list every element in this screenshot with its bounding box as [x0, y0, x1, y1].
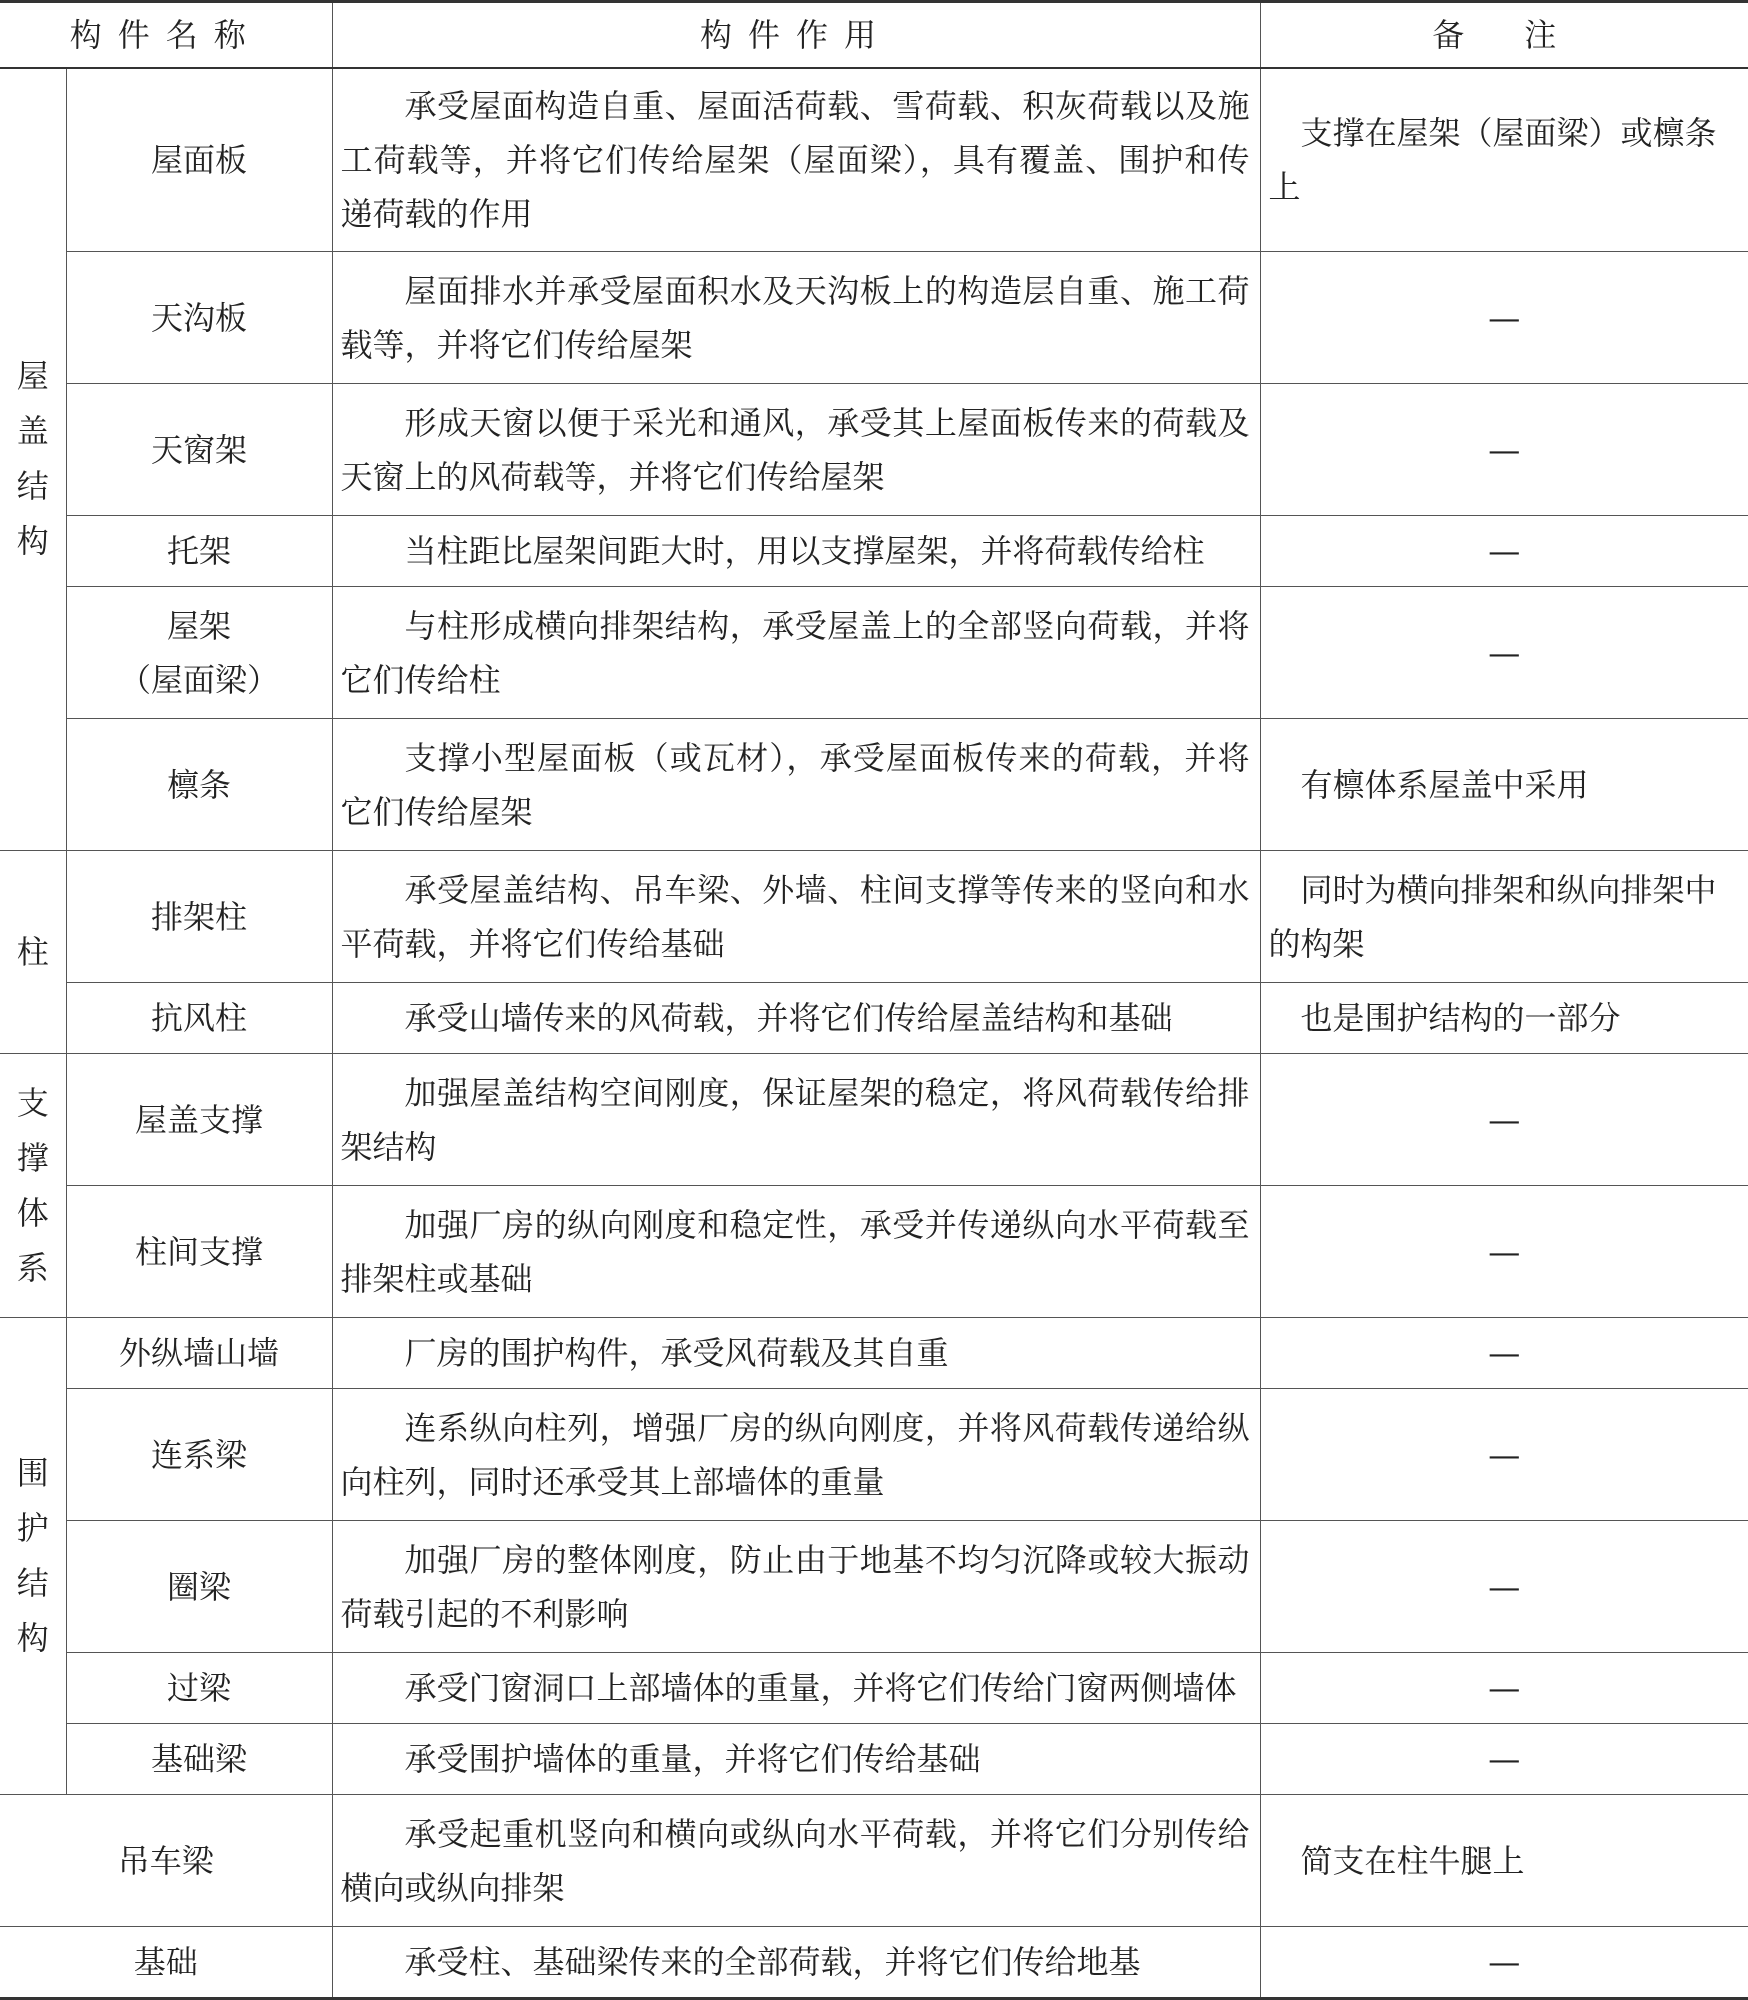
component-note: — — [1260, 1724, 1748, 1795]
component-function: 承受门窗洞口上部墙体的重量，并将它们传给门窗两侧墙体 — [332, 1653, 1260, 1724]
group-char: 构 — [16, 1619, 49, 1657]
component-function: 承受屋盖结构、吊车梁、外墙、柱间支撑等传来的竖向和水平荷载，并将它们传给基础 — [332, 851, 1260, 983]
group-char: 围 — [16, 1454, 49, 1492]
component-name: 托架 — [66, 516, 332, 587]
component-note: 简支在柱牛腿上 — [1260, 1795, 1748, 1927]
component-name: 屋面板 — [66, 68, 332, 252]
component-function: 承受柱、基础梁传来的全部荷载，并将它们传给地基 — [332, 1927, 1260, 1999]
component-function: 承受起重机竖向和横向或纵向水平荷载，并将它们分别传给横向或纵向排架 — [332, 1795, 1260, 1927]
component-function: 屋面排水并承受屋面积水及天沟板上的构造层自重、施工荷载等，并将它们传给屋架 — [332, 252, 1260, 384]
component-name: 吊车梁 — [0, 1795, 332, 1927]
component-note: 同时为横向排架和纵向排架中的构架 — [1260, 851, 1748, 983]
component-function: 承受围护墙体的重量，并将它们传给基础 — [332, 1724, 1260, 1795]
table-row — [0, 252, 1748, 384]
component-name-line: （屋面梁） — [119, 660, 280, 699]
component-note: — — [1260, 1927, 1748, 1999]
component-note: — — [1260, 1318, 1748, 1389]
component-function: 与柱形成横向排架结构，承受屋盖上的全部竖向荷载，并将它们传给柱 — [332, 587, 1260, 719]
component-function: 支撑小型屋面板（或瓦材），承受屋面板传来的荷载，并将它们传给屋架 — [332, 719, 1260, 851]
table-row — [0, 1927, 1748, 1999]
table-row — [0, 1653, 1748, 1724]
component-note: — — [1260, 587, 1748, 719]
component-name — [66, 587, 332, 719]
component-name: 抗风柱 — [66, 983, 332, 1054]
group-char: 体 — [16, 1193, 49, 1232]
group-char: 柱 — [16, 932, 49, 971]
component-note: 支撑在屋架（屋面梁）或檩条上 — [1260, 68, 1748, 252]
group-label-roof-structure — [0, 68, 66, 851]
group-label-bracing-system — [0, 1054, 66, 1318]
component-note: — — [1260, 1054, 1748, 1186]
component-note: — — [1260, 384, 1748, 516]
component-name: 天沟板 — [66, 252, 332, 384]
header-component-function: 构件作用 — [332, 2, 1260, 68]
table-row — [0, 1186, 1748, 1318]
table-row — [0, 1389, 1748, 1521]
group-char: 支 — [16, 1083, 49, 1122]
table-row — [0, 719, 1748, 851]
table-row — [0, 384, 1748, 516]
group-char: 护 — [16, 1509, 49, 1547]
table-row — [0, 983, 1748, 1054]
component-name-line: 屋架 — [167, 606, 232, 645]
table-row — [0, 1795, 1748, 1927]
component-function: 加强屋盖结构空间刚度，保证屋架的稳定，将风荷载传给排架结构 — [332, 1054, 1260, 1186]
component-function: 承受屋面构造自重、屋面活荷载、雪荷载、积灰荷载以及施工荷载等，并将它们传给屋架（屋面梁），具有覆盖、围护和传递荷载的作用 — [332, 68, 1260, 252]
component-function: 承受山墙传来的风荷载，并将它们传给屋盖结构和基础 — [332, 983, 1260, 1054]
table-row — [0, 1054, 1748, 1186]
component-note: 有檩体系屋盖中采用 — [1260, 719, 1748, 851]
component-note: — — [1260, 516, 1748, 587]
group-char: 系 — [16, 1248, 49, 1287]
header-component-name: 构件名称 — [0, 2, 332, 68]
group-char: 结 — [16, 467, 49, 506]
component-name: 屋盖支撑 — [66, 1054, 332, 1186]
group-char: 构 — [16, 522, 49, 561]
component-note: 也是围护结构的一部分 — [1260, 983, 1748, 1054]
table-row — [0, 1724, 1748, 1795]
group-char: 撑 — [16, 1138, 49, 1177]
table-row — [0, 1318, 1748, 1389]
component-name: 基础 — [0, 1927, 332, 1999]
group-char: 盖 — [16, 412, 49, 451]
component-note: — — [1260, 1186, 1748, 1318]
table-row — [0, 587, 1748, 719]
component-name: 天窗架 — [66, 384, 332, 516]
component-note: — — [1260, 1521, 1748, 1653]
component-note: — — [1260, 1389, 1748, 1521]
component-function: 厂房的围护构件，承受风荷载及其自重 — [332, 1318, 1260, 1389]
group-char: 屋 — [16, 357, 49, 396]
component-note: — — [1260, 252, 1748, 384]
component-function: 当柱距比屋架间距大时，用以支撑屋架，并将荷载传给柱 — [332, 516, 1260, 587]
group-char: 结 — [16, 1564, 49, 1602]
group-label-envelope-structure — [0, 1318, 66, 1795]
component-name: 连系梁 — [66, 1389, 332, 1521]
component-function: 连系纵向柱列，增强厂房的纵向刚度，并将风荷载传递给纵向柱列，同时还承受其上部墙体的重量 — [332, 1389, 1260, 1521]
component-note: — — [1260, 1653, 1748, 1724]
table-row — [0, 1521, 1748, 1653]
table-row — [0, 851, 1748, 983]
component-name: 柱间支撑 — [66, 1186, 332, 1318]
component-name: 檩条 — [66, 719, 332, 851]
component-name: 外纵墙山墙 — [66, 1318, 332, 1389]
table-row — [0, 68, 1748, 252]
table-row — [0, 516, 1748, 587]
component-name: 基础梁 — [66, 1724, 332, 1795]
component-function: 加强厂房的整体刚度，防止由于地基不均匀沉降或较大振动荷载引起的不利影响 — [332, 1521, 1260, 1653]
component-function: 形成天窗以便于采光和通风，承受其上屋面板传来的荷载及天窗上的风荷载等，并将它们传给屋架 — [332, 384, 1260, 516]
header-note: 备注 — [1260, 2, 1748, 68]
header-row — [0, 2, 1748, 68]
component-name: 过梁 — [66, 1653, 332, 1724]
component-function: 加强厂房的纵向刚度和稳定性，承受并传递纵向水平荷载至排架柱或基础 — [332, 1186, 1260, 1318]
group-label-column — [0, 851, 66, 1054]
component-name: 排架柱 — [66, 851, 332, 983]
component-name: 圈梁 — [66, 1521, 332, 1653]
